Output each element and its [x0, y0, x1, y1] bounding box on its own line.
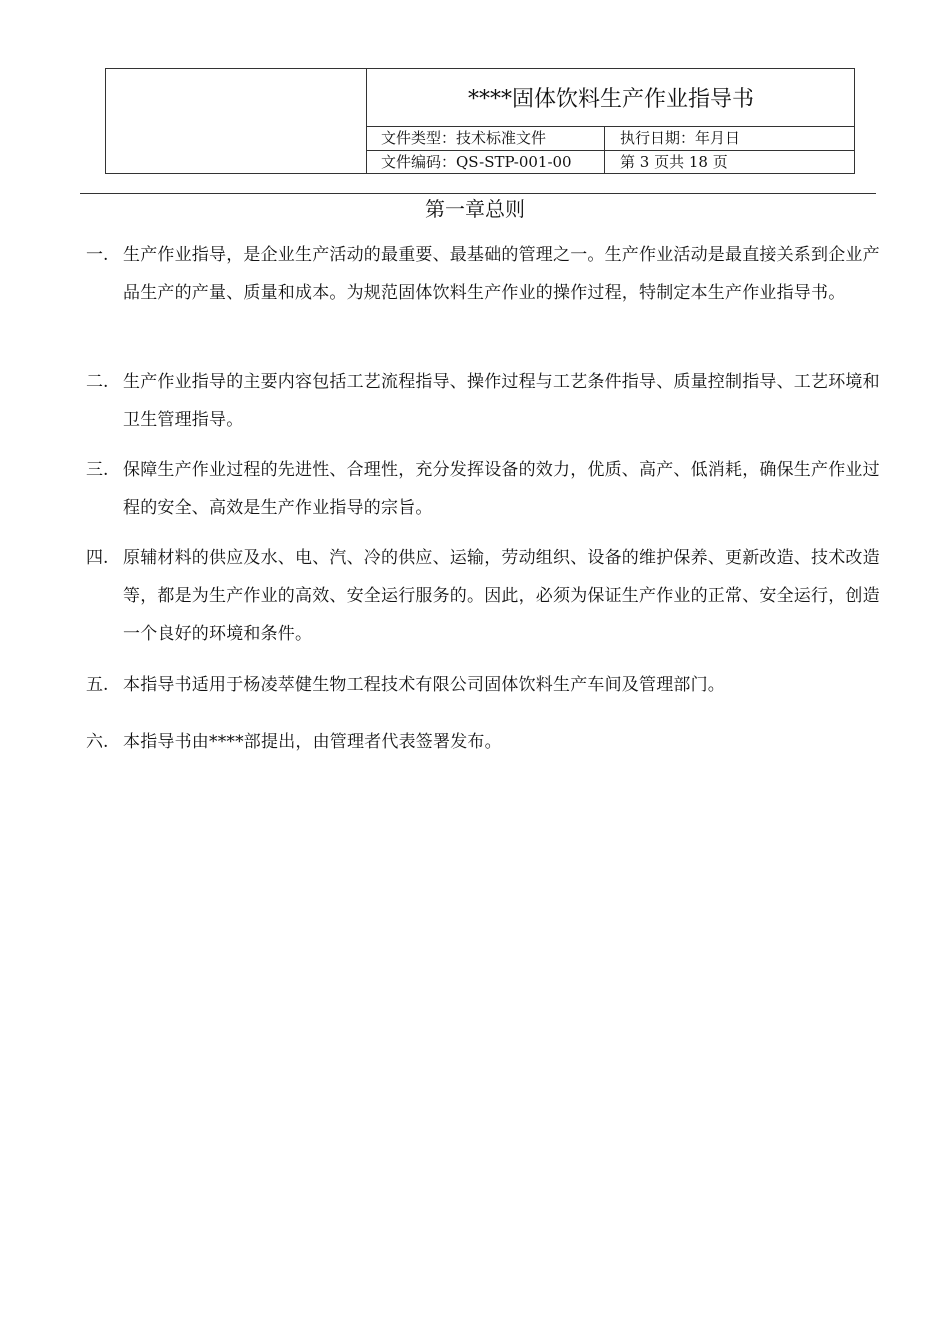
meta-row-1	[367, 127, 855, 151]
paragraph-number: 四.	[86, 548, 109, 568]
paragraph-number: 二.	[86, 372, 109, 392]
paragraph-1	[86, 236, 886, 312]
document-header-table	[105, 68, 855, 174]
paragraph-4	[86, 539, 886, 653]
exec-date: 执行日期：年月日	[620, 129, 741, 147]
meta-row-2	[367, 151, 855, 174]
paragraph-text: 保障生产作业过程的先进性、合理性，充分发挥设备的效力，优质、高产、低消耗，确保生产作业过程的安全、高效是生产作业指导的宗旨。	[123, 460, 880, 518]
paragraph-3	[86, 451, 886, 527]
paragraph-6	[86, 723, 886, 761]
paragraph-text: 原辅材料的供应及水、电、汽、冷的供应、运输，劳动组织、设备的维护保养、更新改造、技术改造等，都是为生产作业的高效、安全运行服务的。因此，必须为保证生产作业的正常、安全运行，创造一个良好的环境和条件。	[123, 548, 880, 644]
paragraph-5	[86, 666, 886, 704]
chapter-title: 第一章总则	[425, 197, 525, 221]
paragraph-text: 本指导书适用于杨凌萃健生物工程技术有限公司固体饮料生产车间及管理部门。	[123, 675, 725, 695]
paragraph-number: 六.	[86, 732, 109, 752]
doc-code: 文件编码：QS-STP-001-00	[367, 151, 605, 174]
paragraph-text: 生产作业指导的主要内容包括工艺流程指导、操作过程与工艺条件指导、质量控制指导、工艺环境和卫生管理指导。	[123, 372, 880, 430]
paragraph-number: 三.	[86, 460, 109, 480]
logo-cell	[106, 69, 367, 173]
paragraph-number: 五.	[86, 675, 109, 695]
doc-type: 文件类型：技术标准文件	[367, 127, 605, 150]
paragraph-text: 本指导书由****部提出，由管理者代表签署发布。	[123, 732, 502, 752]
page-info: 第 3 页共 18 页	[620, 153, 728, 171]
paragraph-number: 一.	[86, 245, 109, 265]
paragraph-text: 生产作业指导，是企业生产活动的最重要、最基础的管理之一。生产作业活动是最直接关系到企业产品生产的产量、质量和成本。为规范固体饮料生产作业的操作过程，特制定本生产作业指导书。	[123, 245, 880, 303]
paragraph-2	[86, 363, 886, 439]
document-title: ****固体饮料生产作业指导书	[367, 69, 855, 127]
